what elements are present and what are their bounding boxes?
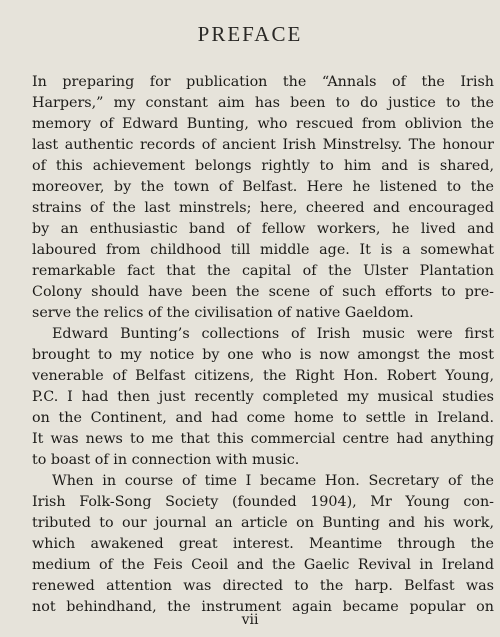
text-line: to boast of in connection with music. — [32, 452, 300, 468]
page-number: vii — [241, 612, 259, 628]
text-line: serve the relics of the civilisation of native Gaeldom. — [32, 305, 414, 321]
text-line: by an enthusiastic band of fellow workers, he lived and — [32, 221, 494, 237]
text-line: moreover, by the town of Belfast. Here he listened to the — [32, 179, 494, 195]
text-line: Harpers,” my constant aim has been to do justice to the — [32, 95, 494, 111]
text-line: which awakened great interest. Meantime through the — [32, 536, 494, 552]
text-line: last authentic records of ancient Irish Minstrelsy. The honour — [32, 137, 494, 153]
text-line: brought to my notice by one who is now amongst the most — [32, 347, 494, 363]
paragraph-2 — [32, 324, 494, 471]
text-line: Edward Bunting’s collections of Irish music were first — [52, 326, 494, 342]
paragraph-1 — [32, 72, 494, 324]
text-line: In preparing for publication the “Annals of the Irish — [32, 74, 494, 90]
text-line: memory of Edward Bunting, who rescued from oblivion the — [32, 116, 494, 132]
text-line: strains of the last minstrels; here, cheered and encouraged — [32, 200, 494, 216]
text-line: Irish Folk-Song Society (founded 1904), Mr Young con- — [32, 494, 494, 510]
text-line: renewed attention was directed to the harp. Belfast was — [32, 578, 494, 594]
text-line: It was news to me that this commercial centre had anything — [32, 431, 494, 447]
text-line: laboured from childhood till middle age. It is a somewhat — [32, 242, 494, 258]
text-line: tributed to our journal an article on Bunting and his work, — [32, 515, 494, 531]
text-line: venerable of Belfast citizens, the Right Hon. Robert Young, — [32, 368, 494, 384]
text-line: of this achievement belongs rightly to him and is shared, — [32, 158, 494, 174]
paragraph-3 — [32, 471, 494, 618]
text-line: medium of the Feis Ceoil and the Gaelic Revival in Ireland — [32, 557, 494, 573]
page-heading: PREFACE — [197, 22, 303, 46]
text-line: on the Continent, and had come home to settle in Ireland. — [32, 410, 494, 426]
text-line: P.C. I had then just recently completed my musical studies — [32, 389, 494, 405]
text-line: remarkable fact that the capital of the Ulster Plantation — [32, 263, 494, 279]
preface-text — [32, 72, 494, 618]
text-line: When in course of time I became Hon. Secretary of the — [52, 473, 494, 489]
text-line: Colony should have been the scene of such efforts to pre- — [32, 284, 494, 300]
text-line: not behindhand, the instrument again became popular on — [32, 599, 494, 615]
